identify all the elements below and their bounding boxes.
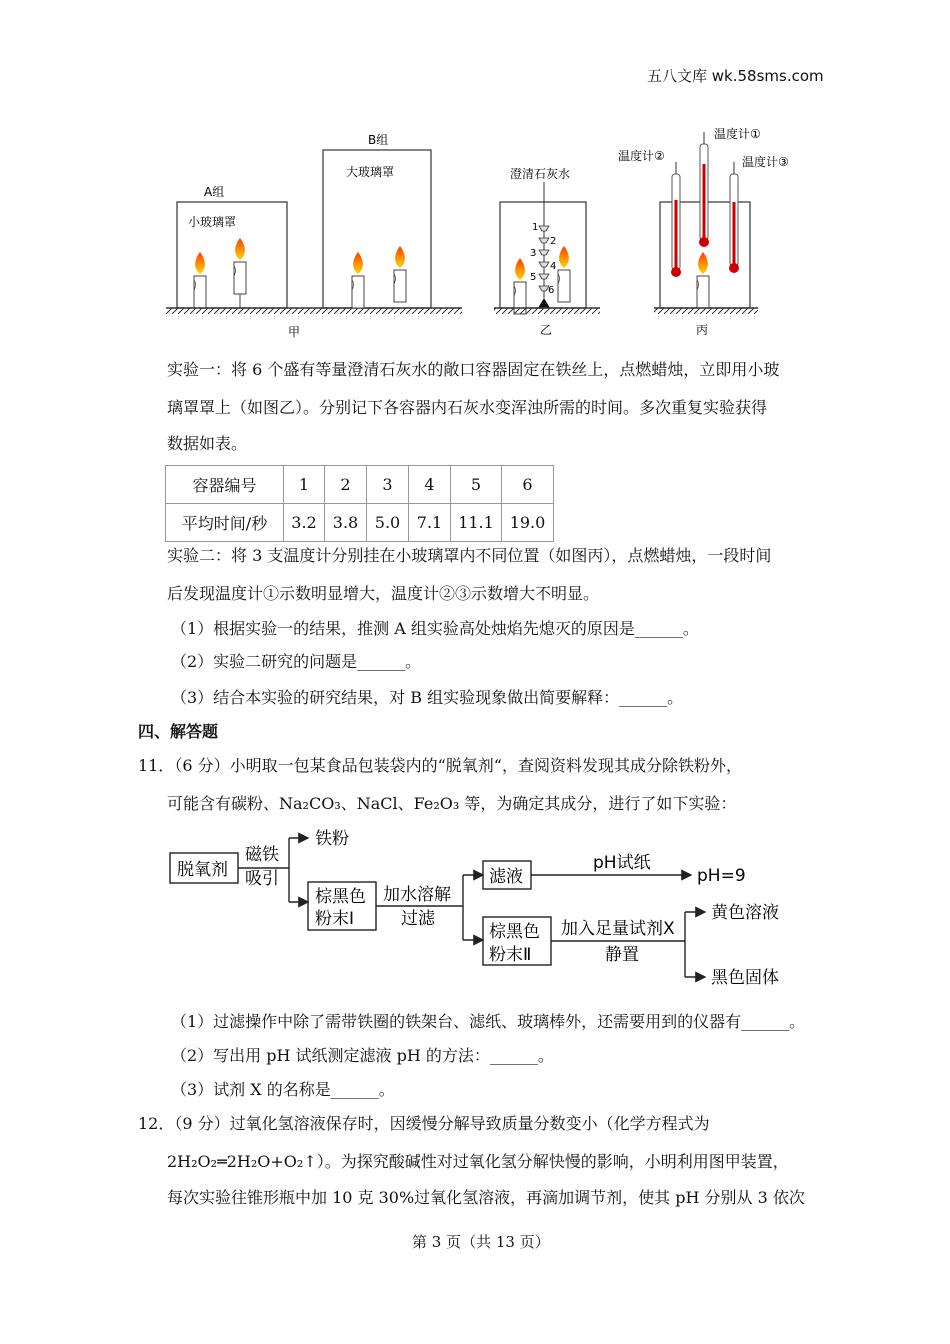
group-b-title: B组 bbox=[368, 133, 389, 147]
flow-yellow: 黄色溶液 bbox=[711, 903, 779, 923]
q10-part-2: （2）实验二研究的问题是______。 bbox=[171, 652, 422, 671]
table-cell: 容器编号 bbox=[166, 466, 284, 504]
caption-yi: 乙 bbox=[540, 323, 553, 337]
section-title: 四、解答题 bbox=[138, 722, 219, 741]
flow-ph-value: pH=9 bbox=[697, 866, 746, 886]
exp1-line-1: 实验一：将 6 个盛有等量澄清石灰水的敞口容器固定在铁丝上，点燃蜡烛，立即用小玻 bbox=[167, 360, 780, 379]
yi-label: 澄清石灰水 bbox=[510, 167, 571, 181]
flow-powder-2b: 粉末Ⅱ bbox=[489, 945, 532, 965]
yi-num-6: 6 bbox=[548, 285, 555, 296]
exp2-line-2: 后发现温度计①示数明显增大，温度计②③示数增大不明显。 bbox=[167, 584, 600, 603]
q11-line-2: 可能含有碳粉、Na₂CO₃、NaCl、Fe₂O₃ 等，为确定其成分，进行了如下实验： bbox=[167, 794, 737, 813]
q11-part-1: （1）过滤操作中除了需带铁圈的铁架台、滤纸、玻璃棒外，还需要用到的仪器有______。 bbox=[171, 1012, 806, 1031]
caption-bing: 丙 bbox=[696, 323, 709, 337]
table-cell: 平均时间/秒 bbox=[166, 504, 284, 542]
q10-part-1: （1）根据实验一的结果，推测 A 组实验高处烛焰先熄灭的原因是______。 bbox=[171, 619, 699, 638]
group-a-title: A组 bbox=[204, 185, 225, 199]
flow-start: 脱氧剂 bbox=[177, 860, 228, 880]
flow-water-1: 加水溶解 bbox=[383, 885, 451, 905]
q12-line-1: 12．（9 分）过氧化氢溶液保存时，因缓慢分解导致质量分数变小（化学方程式为 bbox=[138, 1114, 710, 1133]
flow-iron: 铁粉 bbox=[315, 829, 349, 849]
yi-num-2: 2 bbox=[550, 236, 557, 247]
exp1-line-2: 璃罩罩上（如图乙）。分别记下各容器内石灰水变浑浊所需的时间。多次重复实验获得 bbox=[167, 398, 768, 417]
group-a-apparatus bbox=[166, 185, 462, 314]
caption-jia: 甲 bbox=[288, 325, 301, 339]
table-cell: 7.1 bbox=[409, 504, 451, 542]
flow-rest: 静置 bbox=[605, 945, 639, 965]
thermometer-3-label: 温度计③ bbox=[742, 155, 789, 169]
table-cell: 3 bbox=[367, 466, 409, 504]
yi-apparatus bbox=[494, 166, 600, 337]
table-cell: 5.0 bbox=[367, 504, 409, 542]
table-cell: 19.0 bbox=[502, 504, 554, 542]
q11-part-2: （2）写出用 pH 试纸测定滤液 pH 的方法：______。 bbox=[171, 1046, 554, 1065]
table-cell: 2 bbox=[325, 466, 367, 504]
page-footer: 第 3 页（共 13 页） bbox=[412, 1233, 550, 1251]
exp2-line-1: 实验二：将 3 支温度计分别挂在小玻璃罩内不同位置（如图丙），点燃蜡烛，一段时间 bbox=[167, 546, 772, 565]
thermometer-1-label: 温度计① bbox=[714, 127, 761, 141]
table-cell: 1 bbox=[284, 466, 325, 504]
group-b-apparatus bbox=[323, 133, 431, 308]
bing-apparatus bbox=[618, 126, 789, 337]
yi-num-3: 3 bbox=[530, 248, 537, 259]
data-table bbox=[165, 465, 554, 542]
yi-num-1: 1 bbox=[532, 222, 539, 233]
exp1-line-3: 数据如表。 bbox=[167, 434, 248, 453]
experiment-figure bbox=[160, 122, 820, 344]
table-cell: 3.8 bbox=[325, 504, 367, 542]
flow-magnet-2: 吸引 bbox=[245, 869, 279, 889]
table-row bbox=[166, 466, 554, 504]
yi-num-4: 4 bbox=[550, 261, 557, 272]
flow-powder-2a: 棕黑色 bbox=[489, 922, 540, 942]
flow-reagent: 加入足量试剂X bbox=[561, 919, 675, 939]
table-cell: 3.2 bbox=[284, 504, 325, 542]
table-cell: 4 bbox=[409, 466, 451, 504]
q11-line-1: 11．（6 分）小明取一包某食品包装袋内的“脱氧剂“，查阅资料发现其成分除铁粉外， bbox=[138, 756, 742, 775]
site-header: 五八文库 wk.58sms.com bbox=[647, 67, 824, 85]
flow-powder-1b: 粉末Ⅰ bbox=[315, 909, 355, 929]
flow-filtrate: 滤液 bbox=[489, 867, 523, 887]
group-a-label: 小玻璃罩 bbox=[188, 215, 237, 229]
flow-powder-1a: 棕黑色 bbox=[315, 887, 366, 907]
yi-num-5: 5 bbox=[530, 272, 537, 283]
flow-magnet-1: 磁铁 bbox=[245, 845, 279, 865]
table-row bbox=[166, 504, 554, 542]
flow-black: 黑色固体 bbox=[711, 968, 779, 988]
table-cell: 5 bbox=[451, 466, 502, 504]
q11-part-3: （3）试剂 X 的名称是______。 bbox=[171, 1080, 395, 1099]
table-cell: 6 bbox=[502, 466, 554, 504]
table-cell: 11.1 bbox=[451, 504, 502, 542]
flowchart bbox=[165, 820, 805, 1000]
q10-part-3: （3）结合本实验的研究结果，对 B 组实验现象做出简要解释：______。 bbox=[171, 688, 684, 707]
flow-water-2: 过滤 bbox=[401, 909, 435, 929]
thermometer-2-label: 温度计② bbox=[618, 149, 665, 163]
q12-line-2: 2H₂O₂═2H₂O+O₂↑）。为探究酸碱性对过氧化氢分解快慢的影响，小明利用图甲装置， bbox=[167, 1152, 789, 1171]
q12-line-3: 每次实验往锥形瓶中加 10 克 30%过氧化氢溶液，再滴加调节剂，使其 pH 分别从 3 依次 bbox=[167, 1188, 805, 1207]
flow-ph-paper: pH试纸 bbox=[593, 853, 651, 873]
group-b-label: 大玻璃罩 bbox=[346, 165, 395, 179]
